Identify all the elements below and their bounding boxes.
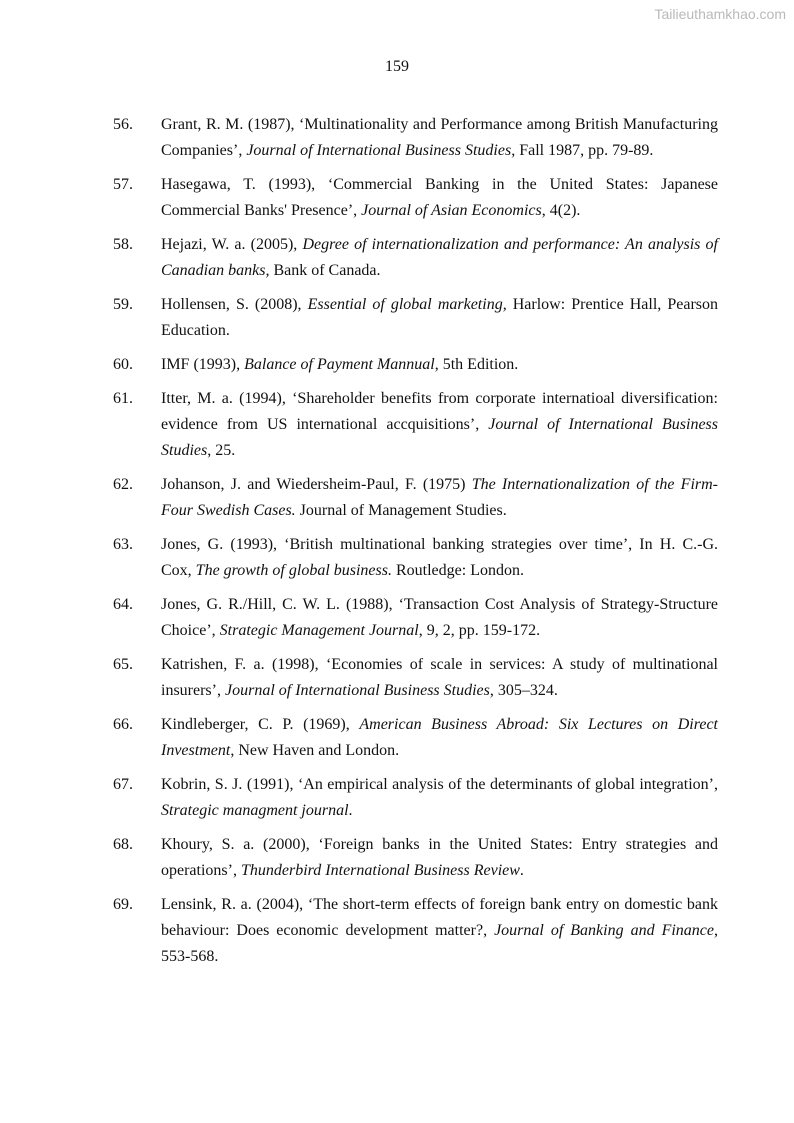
reference-number: 56.	[113, 116, 133, 133]
reference-text	[161, 652, 718, 704]
reference-item	[113, 172, 718, 224]
reference-text	[161, 592, 718, 644]
reference-text-segment: Grant, R. M. (1987), ‘Multinationality and Performance among British Manufacturing Companies’,	[161, 116, 718, 159]
reference-number: 64.	[113, 596, 133, 613]
reference-text-segment: Katrishen, F. a. (1998), ‘Economies of scale in services: A study of multinational insurers’,	[161, 656, 718, 699]
reference-number: 58.	[113, 236, 133, 253]
reference-text-segment: Routledge: London.	[391, 562, 524, 579]
reference-text-segment: , 305–324.	[489, 682, 558, 699]
reference-source-title: Journal of International Business Studies	[246, 142, 512, 159]
reference-number: 67.	[113, 776, 133, 793]
reference-source-title: Balance of Payment Mannual	[244, 356, 435, 373]
reference-source-title: Journal of International Business Studies	[161, 416, 718, 459]
reference-source-title: The growth of global business.	[195, 562, 392, 579]
reference-source-title: Strategic managment journal	[161, 802, 349, 819]
reference-number: 63.	[113, 536, 133, 553]
reference-item	[113, 772, 718, 824]
reference-number: 59.	[113, 296, 133, 313]
reference-item	[113, 712, 718, 764]
reference-text-segment: Kindleberger, C. P. (1969),	[161, 716, 360, 733]
reference-source-title: Degree of internationalization and performance: An analysis of Canadian banks,	[161, 236, 719, 279]
reference-text-segment: , 25.	[207, 442, 236, 459]
reference-text-segment: Kobrin, S. J. (1991), ‘An empirical analysis of the determinants of global integration’,	[161, 776, 718, 793]
reference-text	[161, 386, 718, 464]
reference-item	[113, 892, 718, 970]
reference-text-segment: .	[519, 862, 524, 879]
reference-text-segment: Harlow: Prentice Hall, Pearson Education.	[161, 296, 718, 339]
reference-text	[161, 292, 718, 344]
reference-text-segment: Khoury, S. a. (2000), ‘Foreign banks in the United States: Entry strategies and operations’,	[161, 836, 718, 879]
reference-text-segment: , 5th Edition.	[434, 356, 519, 373]
reference-text-segment: , 9, 2, pp. 159-172.	[418, 622, 541, 639]
reference-item	[113, 386, 718, 464]
reference-source-title: Journal of Asian Economics	[361, 202, 542, 219]
reference-number: 66.	[113, 716, 133, 733]
reference-number: 62.	[113, 476, 133, 493]
reference-text-segment: Jones, G. R./Hill, C. W. L. (1988), ‘Transaction Cost Analysis of Strategy-Structure Choice’,	[161, 596, 718, 639]
reference-text	[161, 892, 718, 970]
reference-text-segment: Itter, M. a. (1994), ‘Shareholder benefits from corporate internatioal diversification: evidence from US international accquisitions’,	[161, 390, 718, 433]
reference-source-title: Journal of International Business Studies	[224, 682, 490, 699]
reference-text-segment: IMF (1993),	[161, 356, 245, 373]
reference-number: 60.	[113, 356, 133, 373]
reference-text	[161, 472, 718, 524]
reference-item	[113, 832, 718, 884]
reference-text-segment: Jones, G. (1993), ‘British multinational banking strategies over time’, In H. C.-G. Cox,	[161, 536, 718, 579]
reference-item	[113, 352, 718, 378]
reference-text	[161, 112, 718, 164]
reference-text	[161, 832, 718, 884]
reference-text	[161, 352, 718, 378]
reference-item	[113, 472, 718, 524]
reference-item	[113, 292, 718, 344]
reference-text-segment: , Fall 1987, pp. 79-89.	[511, 142, 654, 159]
reference-number: 68.	[113, 836, 133, 853]
reference-text-segment: Hejazi, W. a. (2005),	[161, 236, 303, 253]
reference-item	[113, 652, 718, 704]
reference-source-title: Thunderbird International Business Review	[240, 862, 520, 879]
reference-text	[161, 532, 718, 584]
reference-text-segment: Lensink, R. a. (2004), ‘The short-term effects of foreign bank entry on domestic bank behaviour: Does economic development matter?,	[161, 896, 718, 939]
reference-text	[161, 232, 718, 284]
reference-text-segment: , New Haven and London.	[230, 742, 400, 759]
reference-text-segment: Hollensen, S. (2008),	[161, 296, 308, 313]
reference-source-title: Essential of global marketing,	[307, 296, 507, 313]
reference-text-segment: Johanson, J. and Wiedersheim-Paul, F. (1975)	[161, 476, 472, 493]
reference-text-segment: , 4(2).	[541, 202, 581, 219]
reference-item	[113, 592, 718, 644]
reference-text-segment: , 553-568.	[161, 922, 719, 965]
reference-text	[161, 172, 718, 224]
reference-source-title: The Internationalization of the Firm-Four Swedish Cases.	[161, 476, 719, 519]
reference-item	[113, 532, 718, 584]
reference-text-segment: Journal of Management Studies.	[295, 502, 507, 519]
reference-text-segment: Hasegawa, T. (1993), ‘Commercial Banking in the United States: Japanese Commercial Banks' Presence’,	[161, 176, 718, 219]
reference-source-title: American Business Abroad: Six Lectures on Direct Investment	[161, 716, 719, 759]
reference-source-title: Journal of Banking and Finance	[494, 922, 715, 939]
page-number: 159	[385, 58, 409, 75]
reference-number: 61.	[113, 390, 133, 407]
reference-item	[113, 232, 718, 284]
reference-text-segment: .	[348, 802, 353, 819]
reference-text	[161, 712, 718, 764]
reference-text	[161, 772, 718, 824]
reference-source-title: Strategic Management Journal	[219, 622, 419, 639]
reference-text-segment: Bank of Canada.	[269, 262, 381, 279]
reference-number: 69.	[113, 896, 133, 913]
watermark: Tailieuthamkhao.com	[654, 6, 786, 22]
reference-number: 65.	[113, 656, 133, 673]
reference-list	[113, 112, 718, 978]
reference-item	[113, 112, 718, 164]
reference-number: 57.	[113, 176, 133, 193]
